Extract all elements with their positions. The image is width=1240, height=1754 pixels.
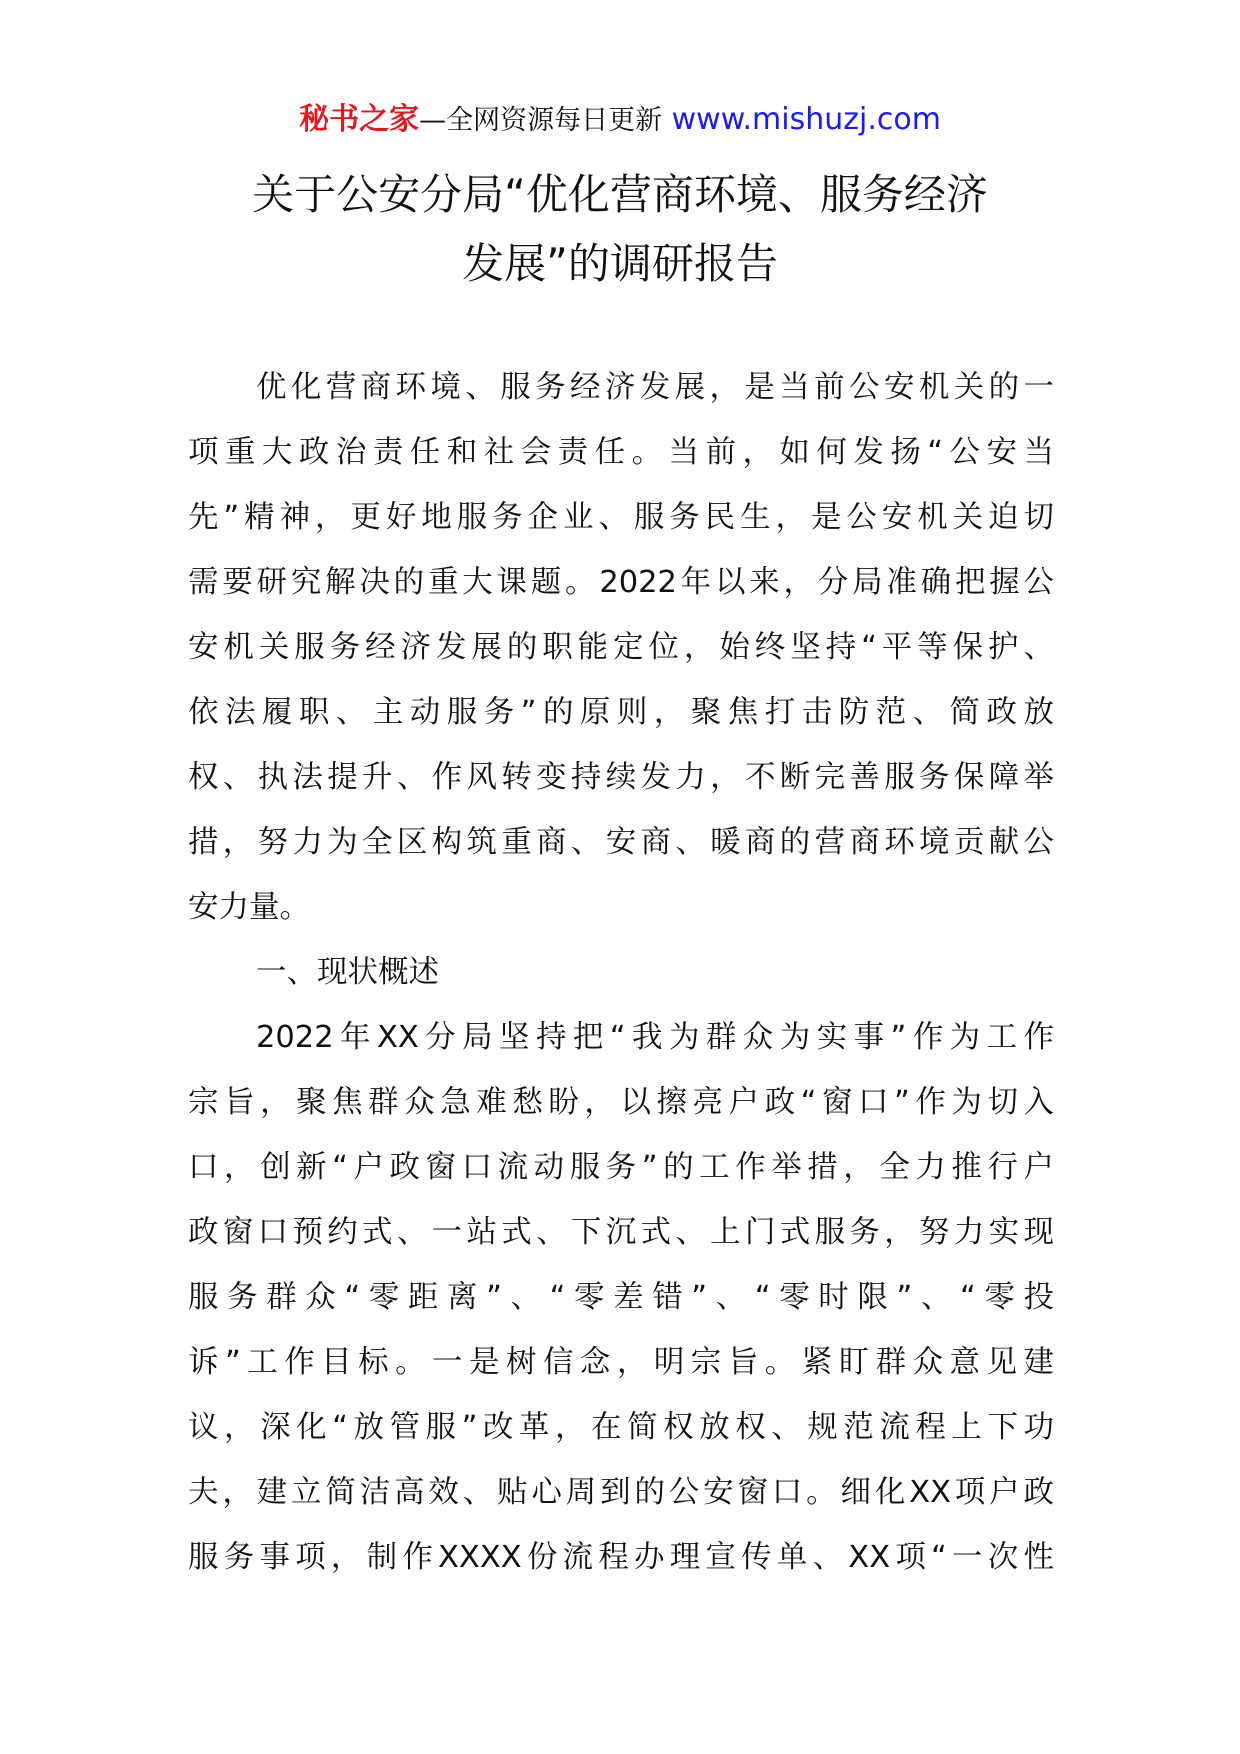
text-line: 2022年XX分局坚持把“我为群众为实事”作为工作 xyxy=(256,1020,1054,1055)
text-line: 诉”工作目标。一是树信念，明宗旨。紧盯群众意见建 xyxy=(188,1345,1054,1380)
watermark-url[interactable]: www.mishuzj.com xyxy=(671,102,941,137)
title-line-2: 发展”的调研报告 xyxy=(462,239,778,288)
text-line: 安力量。 xyxy=(188,890,310,925)
title-line-1: 关于公安分局“优化营商环境、服务经济 xyxy=(252,170,988,219)
text-line: 权、执法提升、作风转变持续发力，不断完善服务保障举 xyxy=(188,760,1054,795)
text-line: 优化营商环境、服务经济发展，是当前公安机关的一 xyxy=(256,370,1054,405)
text-line: 夫，建立简洁高效、贴心周到的公安窗口。细化XX项户政 xyxy=(188,1475,1054,1510)
document-title xyxy=(160,160,1080,298)
text-line: 先”精神，更好地服务企业、服务民生，是公安机关迫切 xyxy=(188,500,1054,535)
watermark-brand: 秘书之家 xyxy=(299,102,420,137)
paragraph-status xyxy=(188,1005,1054,1590)
text-line: 需要研究解决的重大课题。2022年以来，分局准确把握公 xyxy=(188,565,1054,600)
text-line: 安机关服务经济发展的职能定位，始终坚持“平等保护、 xyxy=(188,630,1054,665)
text-line: 政窗口预约式、一站式、下沉式、上门式服务，努力实现 xyxy=(188,1215,1054,1250)
document-body xyxy=(188,355,1054,1590)
text-line: 议，深化“放管服”改革，在简权放权、规范流程上下功 xyxy=(188,1410,1054,1445)
watermark-slogan: —全网资源每日更新 xyxy=(419,105,663,136)
text-line: 项重大政治责任和社会责任。当前，如何发扬“公安当 xyxy=(188,435,1054,470)
text-line: 服务事项，制作XXXX份流程办理宣传单、XX项“一次性 xyxy=(188,1540,1054,1575)
text-line: 服务群众“零距离”、“零差错”、“零时限”、“零投 xyxy=(188,1280,1054,1315)
text-line: 依法履职、主动服务”的原则，聚焦打击防范、简政放 xyxy=(188,695,1054,730)
text-line: 措，努力为全区构筑重商、安商、暖商的营商环境贡献公 xyxy=(188,825,1054,860)
text-line: 口，创新“户政窗口流动服务”的工作举措，全力推行户 xyxy=(188,1150,1054,1185)
site-watermark xyxy=(0,100,1240,141)
text-line: 宗旨，聚焦群众急难愁盼，以擦亮户政“窗口”作为切入 xyxy=(188,1085,1054,1120)
section-heading: 一、现状概述 xyxy=(256,955,439,990)
paragraph-intro xyxy=(188,355,1054,940)
